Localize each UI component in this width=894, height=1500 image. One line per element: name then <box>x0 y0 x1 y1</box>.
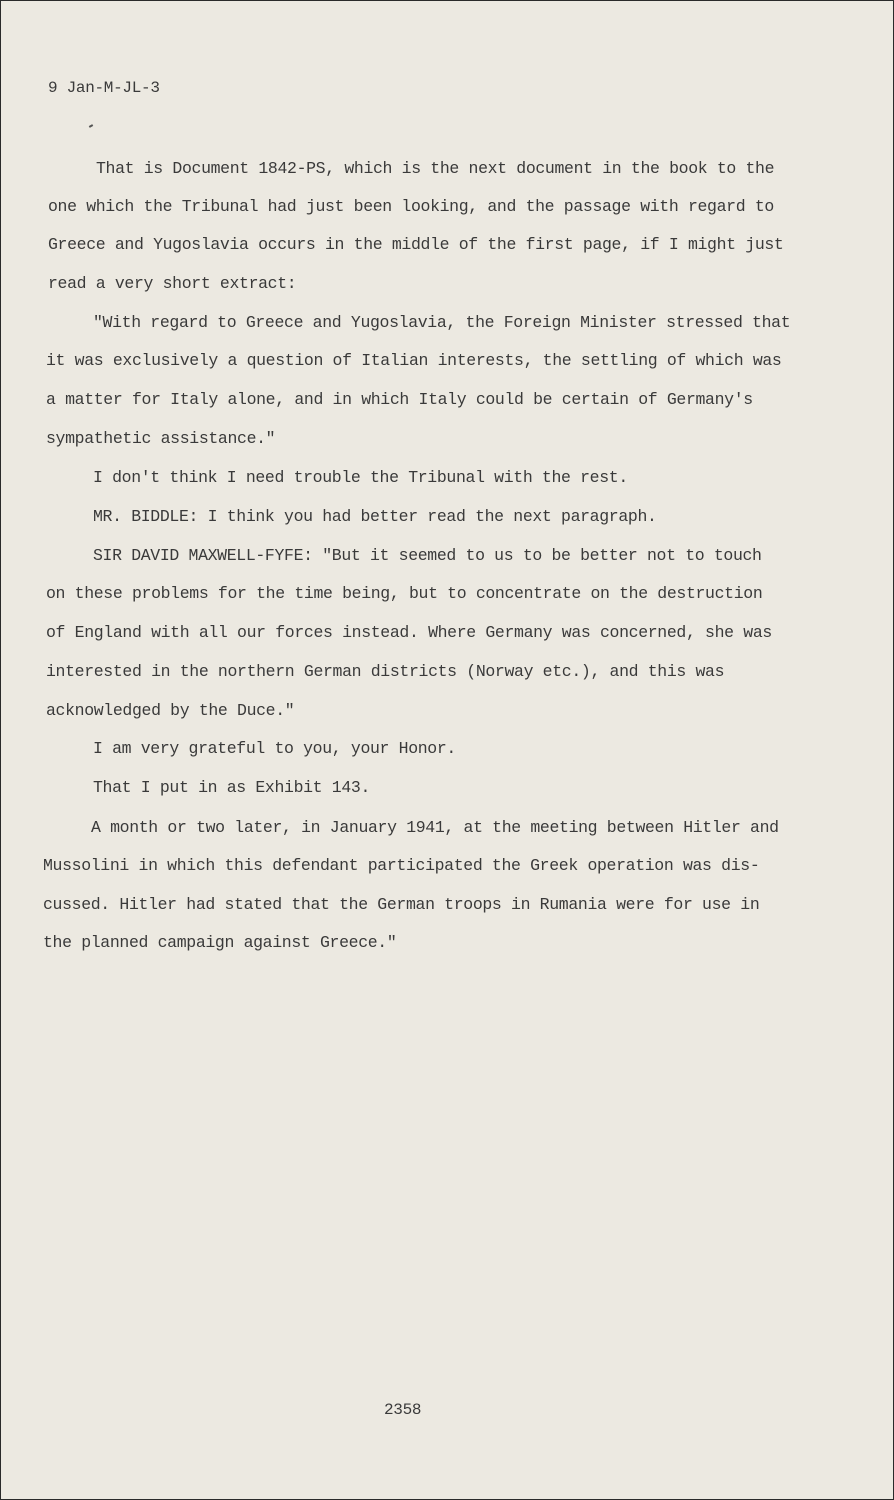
text-line: I am very grateful to you, your Honor. <box>93 739 456 758</box>
text-line: SIR DAVID MAXWELL-FYFE: "But it seemed to us to be better not to touch <box>93 546 762 565</box>
text-line: a matter for Italy alone, and in which Italy could be certain of Germany's <box>46 390 753 409</box>
text-line: acknowledged by the Duce." <box>46 701 295 720</box>
text-line: Greece and Yugoslavia occurs in the middle of the first page, if I might just <box>48 235 784 254</box>
stray-pen-mark <box>89 124 93 128</box>
text-line: of England with all our forces instead. Where Germany was concerned, she was <box>46 623 772 642</box>
text-line: on these problems for the time being, but to concentrate on the destruction <box>46 584 763 603</box>
text-line: "With regard to Greece and Yugoslavia, the Foreign Minister stressed that <box>93 313 791 332</box>
text-line: MR. BIDDLE: I think you had better read the next paragraph. <box>93 507 657 526</box>
text-line: read a very short extract: <box>48 274 297 293</box>
text-line: Mussolini in which this defendant participated the Greek operation was dis- <box>43 856 760 875</box>
text-line: That is Document 1842-PS, which is the next document in the book to the <box>96 159 775 178</box>
text-line: the planned campaign against Greece." <box>43 933 397 952</box>
text-line: it was exclusively a question of Italian interests, the settling of which was <box>46 351 782 370</box>
text-line: cussed. Hitler had stated that the German troops in Rumania were for use in <box>43 895 760 914</box>
text-line: I don't think I need trouble the Tribunal with the rest. <box>93 468 628 487</box>
text-line: interested in the northern German districts (Norway etc.), and this was <box>46 662 725 681</box>
text-line: sympathetic assistance." <box>46 429 276 448</box>
text-line: one which the Tribunal had just been looking, and the passage with regard to <box>48 197 774 216</box>
text-line: A month or two later, in January 1941, at the meeting between Hitler and <box>91 818 779 837</box>
text-line: That I put in as Exhibit 143. <box>93 778 370 797</box>
document-header-code: 9 Jan-M-JL-3 <box>48 79 160 97</box>
page-number: 2358 <box>384 1401 422 1419</box>
